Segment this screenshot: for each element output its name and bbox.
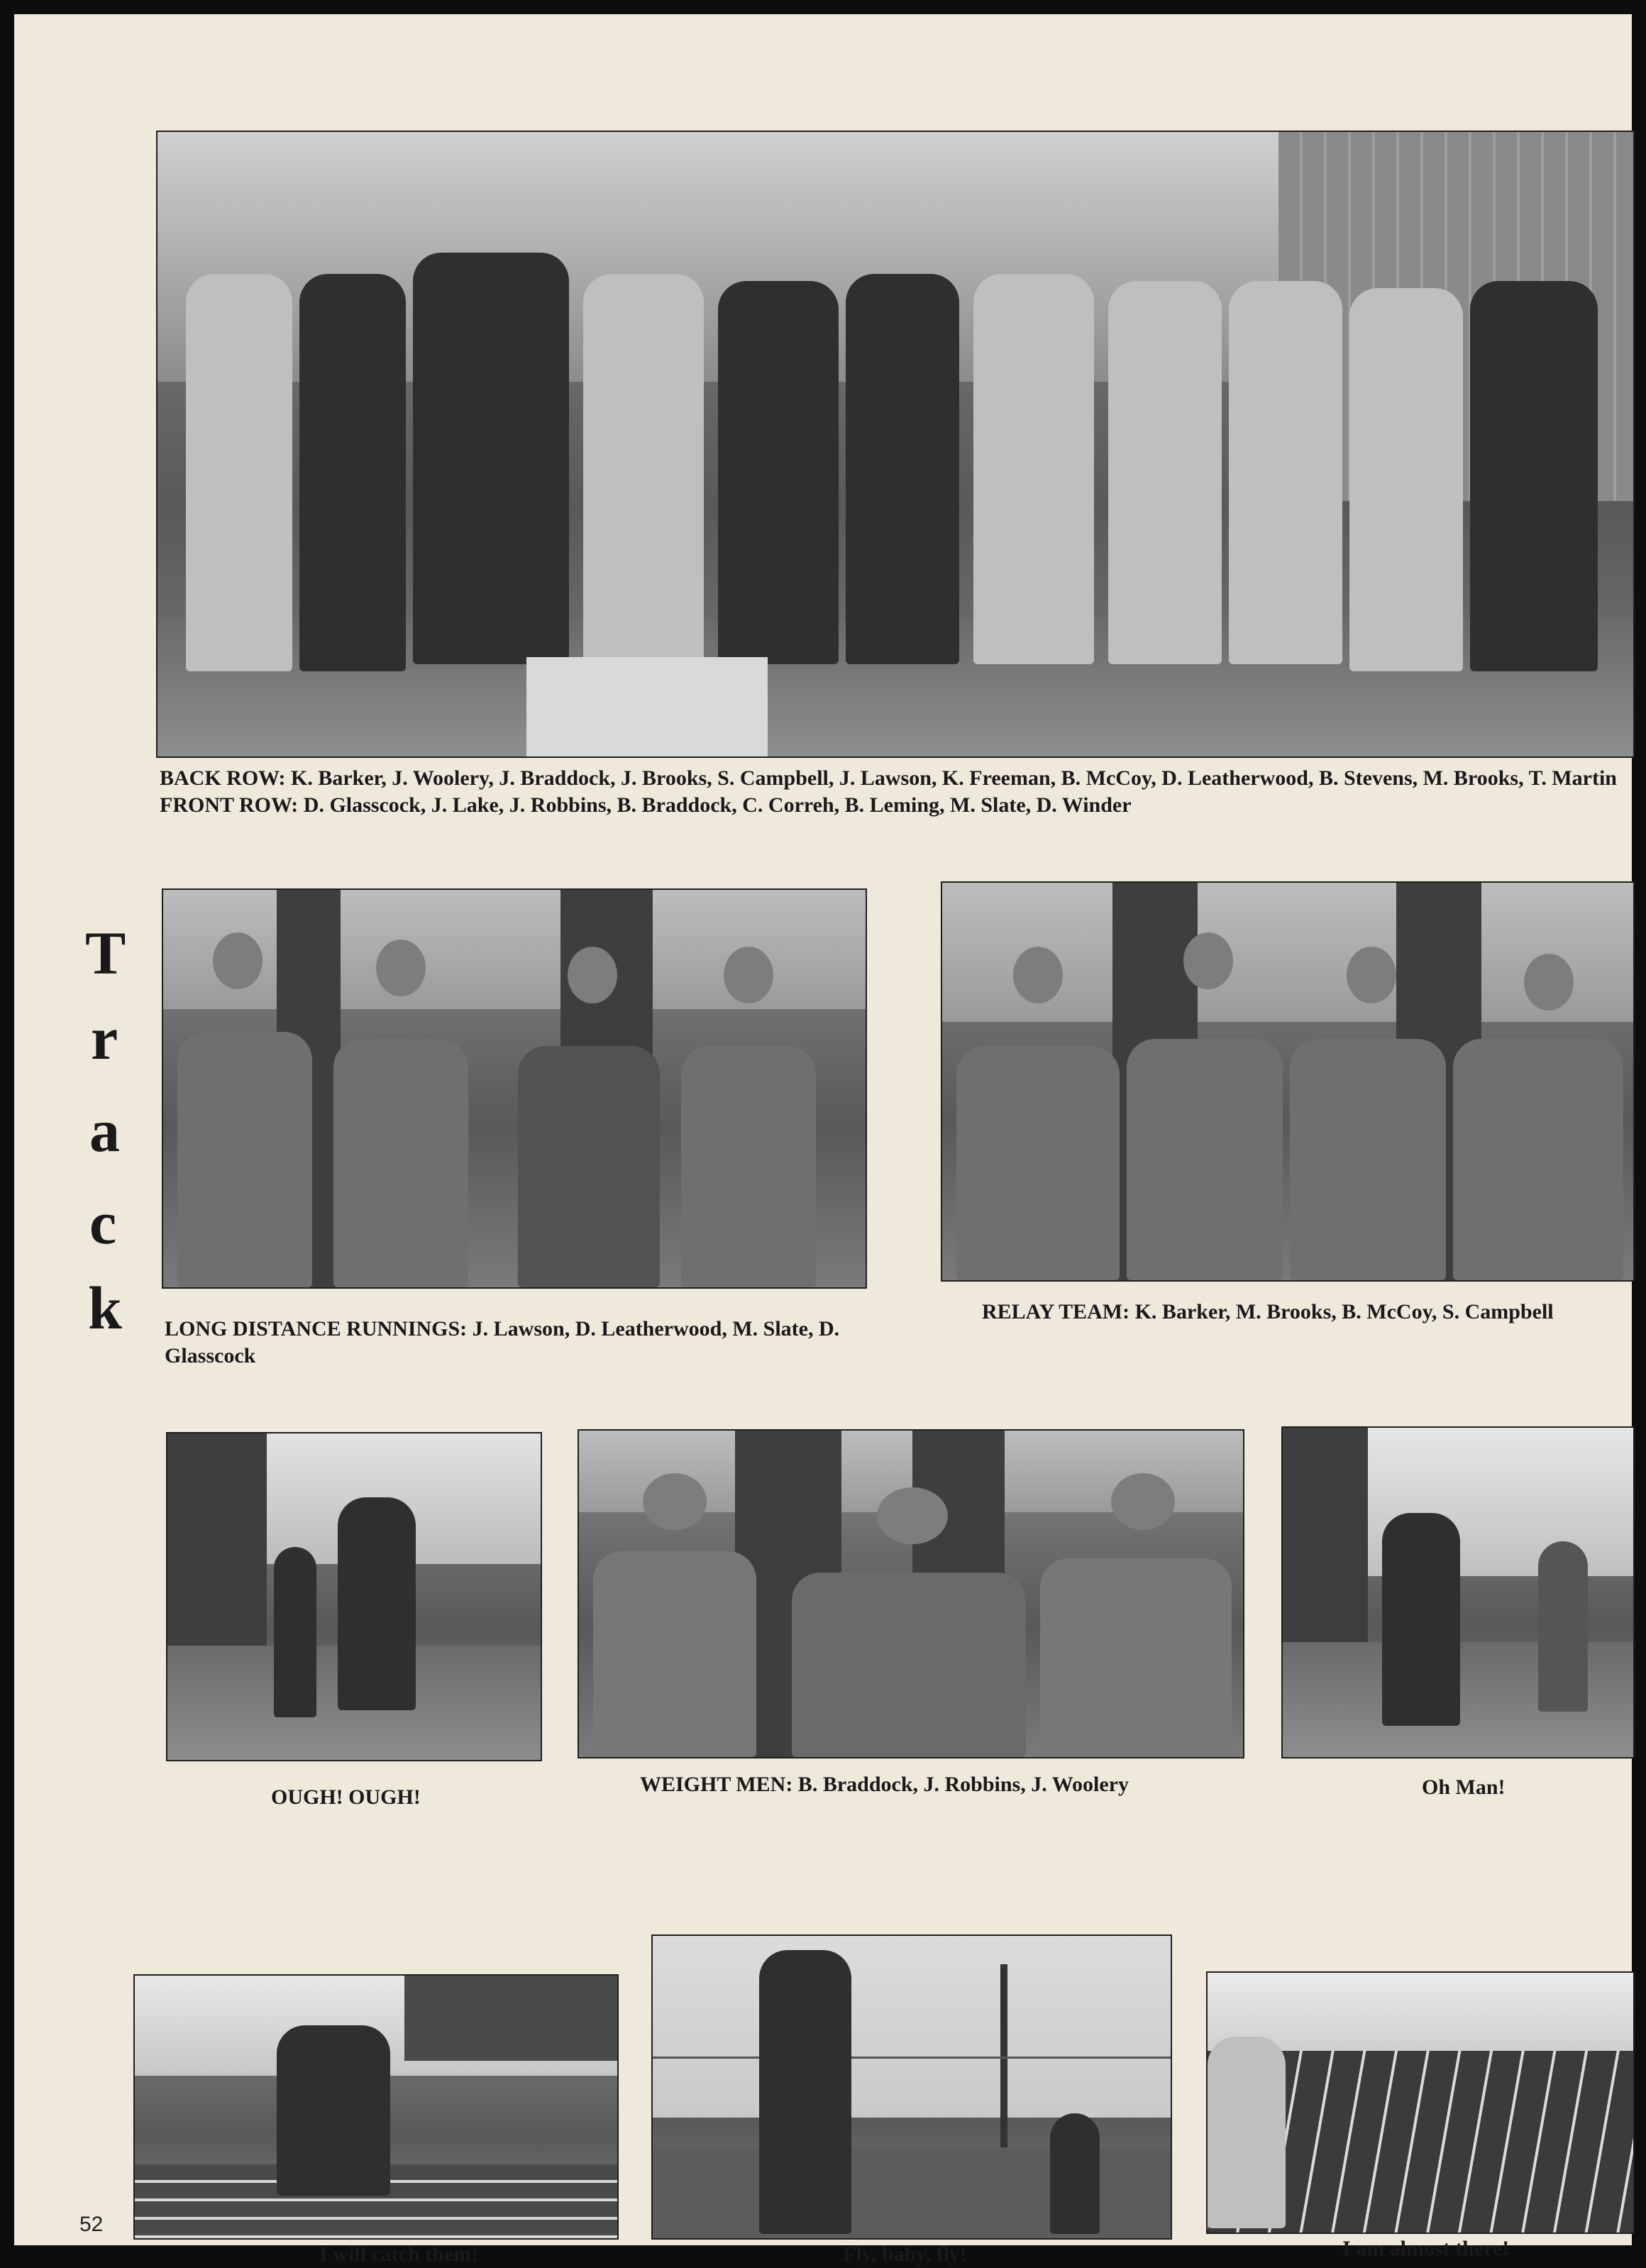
title-letter-1: T	[85, 919, 126, 987]
relay-team-caption: RELAY TEAM: K. Barker, M. Brooks, B. McCoy, S. Campbell	[982, 1300, 1554, 1323]
catch-them-caption: I will catch them!	[319, 2242, 479, 2266]
title-letter-4: c	[89, 1189, 117, 1257]
relay-team-photo	[941, 881, 1635, 1282]
weight-men-caption: WEIGHT MEN: B. Braddock, J. Robbins, J. Woolery	[640, 1773, 1129, 1796]
front-row-caption: FRONT ROW: D. Glasscock, J. Lake, J. Robbins, B. Braddock, C. Correh, B. Leming, M. Slate, D. Winder	[160, 793, 1132, 817]
title-letter-3: a	[89, 1096, 120, 1165]
back-row-caption: BACK ROW: K. Barker, J. Woolery, J. Braddock, J. Brooks, S. Campbell, J. Lawson, K. Freeman, B. McCoy, D. Leatherwood, B. Stevens, M. Brooks, T. Martin	[160, 766, 1617, 790]
yearbook-page	[14, 14, 1632, 2266]
ough-caption: OUGH! OUGH!	[271, 1785, 421, 1809]
almost-there-photo	[1206, 1971, 1635, 2234]
title-letter-5: k	[88, 1274, 122, 1342]
weight-men-photo	[578, 1429, 1244, 1758]
team-photo	[156, 131, 1635, 758]
long-distance-photo	[162, 888, 867, 1289]
oh-man-caption: Oh Man!	[1422, 1776, 1506, 1799]
fly-baby-photo	[651, 1934, 1172, 2240]
sprinter-photo	[133, 1974, 619, 2240]
fly-baby-caption: Fly, baby, fly!	[843, 2242, 968, 2266]
page-number: 52	[79, 2213, 104, 2236]
almost-there-caption: I am almost there!	[1342, 2237, 1510, 2260]
oh-man-photo	[1281, 1426, 1635, 1758]
team-caption	[160, 765, 1621, 819]
ough-photo	[166, 1432, 542, 1761]
title-letter-2: r	[91, 1004, 118, 1072]
long-distance-caption: LONG DISTANCE RUNNINGS: J. Lawson, D. Leatherwood, M. Slate, D. Glasscock	[165, 1317, 840, 1367]
